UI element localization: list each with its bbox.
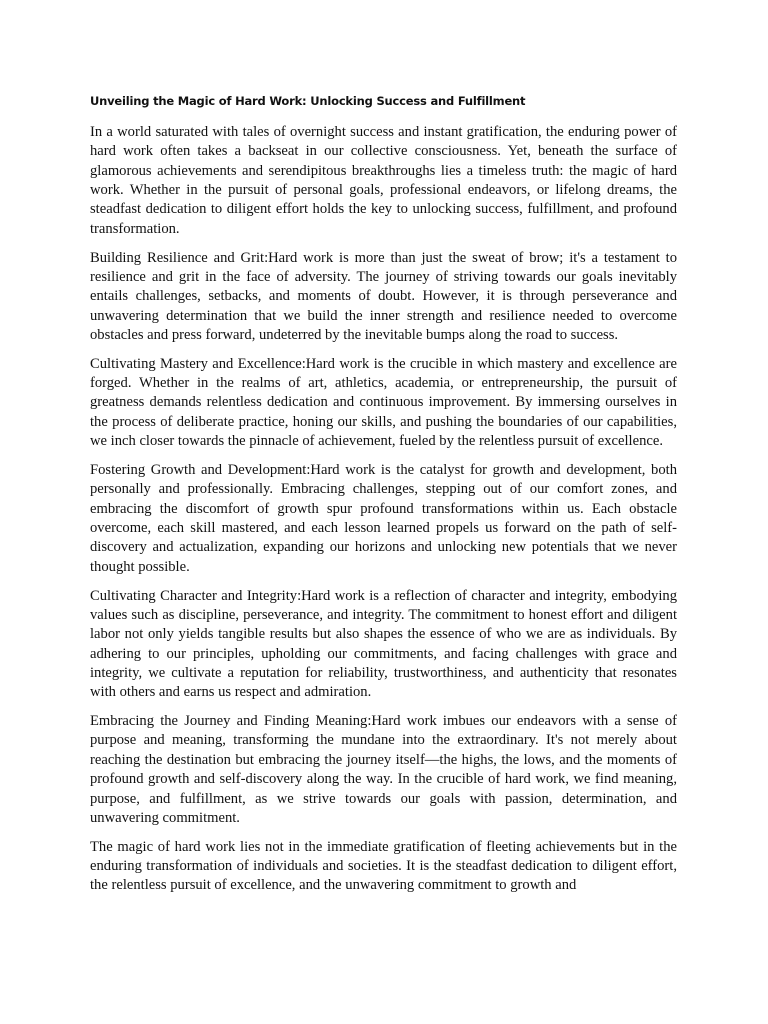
paragraph-growth: Fostering Growth and Development:Hard work is the catalyst for growth and development, both personally and professionally. Embracing challenges, stepping out of our comfort zones, and embracing the discomfort of growth spur profound transformations within us. Each obstacle overcome, each skill mastered, and each lesson learned propels us forward on the path of self-discovery and actualization, expanding our horizons and unlocking new potentials that we never thought possible.	[90, 462, 677, 575]
paragraph-mastery: Cultivating Mastery and Excellence:Hard work is the crucible in which mastery and excellence are forged. Whether in the realms of art, athletics, academia, or entrepreneurship, the pursuit of greatness demands relentless dedication and continuous improvement. By immersing ourselves in the process of deliberate practice, honing our skills, and pushing the boundaries of our capabilities, we inch closer towards the pinnacle of achievement, fueled by the relentless pursuit of excellence.	[90, 355, 677, 450]
document-page	[90, 93, 677, 905]
paragraph-intro: In a world saturated with tales of overnight success and instant gratification, the enduring power of hard work often takes a backseat in our collective consciousness. Yet, beneath the surface of glamorous achievements and serendipitous breakthroughs lies a timeless truth: the magic of hard work. Whether in the pursuit of personal goals, professional endeavors, or lifelong dreams, the steadfast dedication to diligent effort holds the key to unlocking success, fulfillment, and profound transformation.	[90, 124, 677, 237]
paragraph-resilience: Building Resilience and Grit:Hard work is more than just the sweat of brow; it's a testament to resilience and grit in the face of adversity. The journey of striving towards our goals inevitably entails challenges, setbacks, and moments of doubt. However, it is through perseverance and unwavering determination that we build the inner strength and resilience needed to overcome obstacles and press forward, undeterred by the inevitable bumps along the road to success.	[90, 249, 677, 343]
paragraph-journey: Embracing the Journey and Finding Meaning:Hard work imbues our endeavors with a sense of purpose and meaning, transforming the mundane into the extraordinary. It's not merely about reaching the destination but embracing the journey itself—the highs, the lows, and the moments of profound growth and self-discovery along the way. In the crucible of hard work, we find meaning, purpose, and fulfillment, as we strive towards our goals with passion, determination, and unwavering commitment.	[90, 713, 677, 826]
document-title: Unveiling the Magic of Hard Work: Unlocking Success and Fulfillment	[90, 94, 526, 108]
paragraph-character: Cultivating Character and Integrity:Hard work is a reflection of character and integrity, embodying values such as discipline, perseverance, and integrity. The commitment to honest effort and diligent labor not only yields tangible results but also shapes the essence of who we are as individuals. By adhering to our principles, upholding our commitments, and facing challenges with grace and integrity, we cultivate a reputation for reliability, trustworthiness, and authenticity that resonates with others and earns us respect and admiration.	[90, 587, 677, 701]
paragraph-conclusion: The magic of hard work lies not in the immediate gratification of fleeting achievements but in the enduring transformation of individuals and societies. It is the steadfast dedication to diligent effort, the relentless pursuit of excellence, and the unwavering commitment to growth and	[90, 838, 677, 894]
